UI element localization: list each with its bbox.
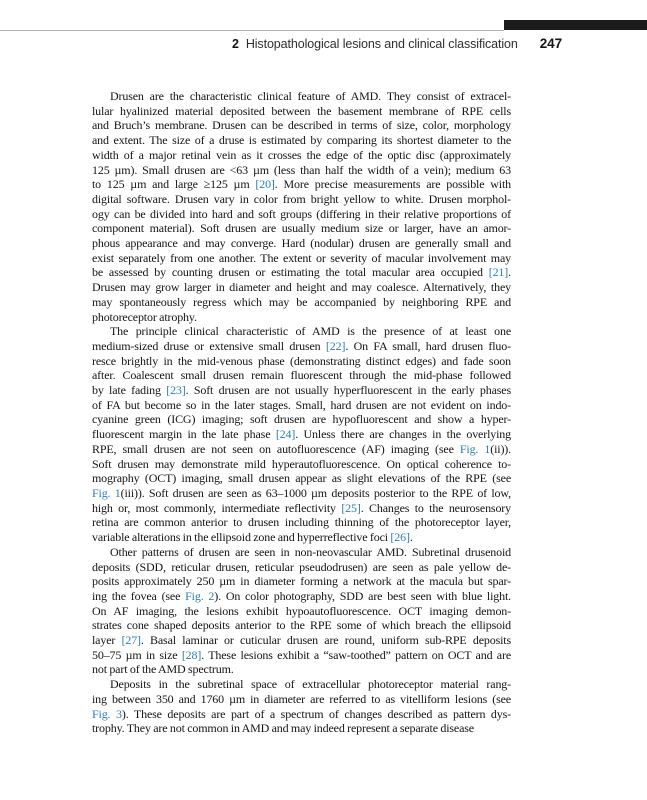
text-line: On AF imaging, the lesions exhibit hypoautofluorescence. OCT imaging demon- <box>92 603 511 618</box>
citation-link[interactable]: [24] <box>275 427 296 442</box>
citation-link[interactable]: [21] <box>488 265 509 280</box>
text-line: width of a major retinal vein as it crosses the edge of the optic disc (approximately <box>92 147 511 162</box>
text-line: ogy can be divided into hard and soft groups (differing in their relative proportions of <box>92 206 511 221</box>
citation-link[interactable]: [26] <box>390 530 410 545</box>
citation-link[interactable]: [27] <box>121 633 141 648</box>
text-line: trophy. They are not common in AMD and may indeed represent a separate disease <box>92 721 474 736</box>
text-line: resce brightly in the mid-venous phase (demonstrating distinct edges) and fade soon <box>92 353 511 368</box>
text-line: ing between 350 and 1760 µm in diameter are referred to as vitelliform lesions (see <box>92 691 511 706</box>
paragraph <box>92 89 511 324</box>
paragraph <box>92 545 511 677</box>
text-line: by late fading [23]. Soft drusen are not usually hyperfluorescent in the early phases <box>92 383 511 398</box>
figure-link[interactable]: Fig. 3 <box>92 706 122 721</box>
paragraph <box>92 677 511 736</box>
citation-link[interactable]: [23] <box>166 383 186 398</box>
figure-link[interactable]: Fig. 1 <box>459 441 491 456</box>
text-line: and extent. The size of a druse is estimated by comparing its shortest diameter to the <box>92 133 511 148</box>
text-line: Deposits in the subretinal space of extracellular photoreceptor material rang- <box>110 677 511 692</box>
text-line: Other patterns of drusen are seen in non-neovascular AMD. Subretinal drusenoid <box>110 544 511 559</box>
text-line: of FA but become so in the later stages. Small, hard drusen are not evident on indo- <box>92 397 511 412</box>
text-line: component material). Soft drusen are usually medium size or larger, have an amor- <box>92 221 511 236</box>
chapter-number: 2 <box>231 37 239 51</box>
text-line: RPE, small drusen are not seen on autofluorescence (AF) imaging (see Fig. 1(ii)). <box>92 441 511 456</box>
text-line: posits approximately 250 µm in diameter forming a network at the macula but spar- <box>92 574 511 589</box>
citation-link[interactable]: [25] <box>341 500 361 515</box>
text-line: cyanine green (ICG) imaging; soft drusen are hypofluorescent and show a hyper- <box>92 412 511 427</box>
citation-link[interactable]: [22] <box>325 338 346 353</box>
text-line: Drusen may grow larger in diameter and height and may coalesce. Alternatively, they <box>92 280 511 295</box>
text-line: fluorescent margin in the late phase [24]. Unless there are changes in the overlying <box>92 427 511 442</box>
text-line: deposits (SDD, reticular drusen, reticular pseudodrusen) are seen as pale yellow de- <box>92 559 511 574</box>
text-line: 125 µm). Small drusen are <63 µm (less than half the width of a vein); medium 63 <box>92 162 511 177</box>
text-line: photoreceptor atrophy. <box>92 309 197 324</box>
text-line: layer [27]. Basal laminar or cuticular drusen are round, uniform sub-RPE deposits <box>92 633 511 648</box>
text-line: high or, most commonly, intermediate reflectivity [25]. Changes to the neurosensory <box>92 500 512 515</box>
text-line: digital software. Drusen vary in color from bright yellow to white. Drusen morphol- <box>92 191 511 206</box>
page-number: 247 <box>539 36 562 51</box>
chapter-title: Histopathological lesions and clinical classification <box>245 37 518 51</box>
text-line: 50–75 µm in size [28]. These lesions exhibit a “saw-toothed” pattern on OCT and are <box>92 647 511 662</box>
text-line: Fig. 3). These deposits are part of a spectrum of changes described as pattern dys- <box>92 706 511 721</box>
running-head <box>0 36 562 51</box>
text-line: Soft drusen may demonstrate mild hyperautofluorescence. On optical coherence to- <box>92 456 511 471</box>
text-line: medium-sized druse or extensive small drusen [22]. On FA small, hard drusen fluo- <box>92 338 511 353</box>
body-text <box>92 89 511 736</box>
text-line: retina are common anterior to drusen including thinning of the photoreceptor layer, <box>92 515 511 530</box>
text-line: mography (OCT) imaging, small drusen appear as slight elevations of the RPE (see <box>92 471 511 486</box>
header-rule <box>0 30 504 31</box>
text-line: phous appearance and may converge. Hard (nodular) drusen are generally small and <box>92 236 511 251</box>
text-line: and Bruch’s membrane. Drusen can be described in terms of size, color, morphology <box>92 118 511 133</box>
text-line: may spontaneously regress which may be accompanied by neighboring RPE and <box>92 294 511 309</box>
text-line: exist separately from one another. The extent or severity of macular involvement may <box>92 250 511 265</box>
text-line: to 125 µm and large ≥125 µm [20]. More precise measurements are possible with <box>92 177 512 192</box>
chapter-tab-bar <box>504 20 647 30</box>
citation-link[interactable]: [28] <box>181 647 202 662</box>
text-line: strates cone shaped deposits anterior to the RPE some of which breach the ellipsoid <box>92 618 511 633</box>
text-line: lular hyalinized material deposited between the basement membrane of RPE cells <box>92 103 511 118</box>
text-line: The principle clinical characteristic of AMD is the presence of at least one <box>110 324 511 339</box>
text-line: not part of the AMD spectrum. <box>92 662 234 677</box>
text-line: Fig. 1(iii)). Soft drusen are seen as 63–1000 µm deposits posterior to the RPE of low, <box>92 485 511 500</box>
text-line: ing the fovea (see Fig. 2). On color photography, SDD are best seen with blue light. <box>92 588 511 603</box>
citation-link[interactable]: [20] <box>255 177 275 192</box>
paragraph <box>92 324 511 545</box>
figure-link[interactable]: Fig. 2 <box>185 588 215 603</box>
text-line: variable alterations in the ellipsoid zone and hyperreflective foci [26]. <box>92 530 413 545</box>
text-line: Drusen are the characteristic clinical feature of AMD. They consist of extracel- <box>110 89 511 103</box>
text-line: after. Coalescent small drusen remain fluorescent through the mid-phase followed <box>92 368 511 383</box>
figure-link[interactable]: Fig. 1 <box>92 485 121 500</box>
text-line: be assessed by counting drusen or estimating the total macular area occupied [21]. <box>92 265 511 280</box>
